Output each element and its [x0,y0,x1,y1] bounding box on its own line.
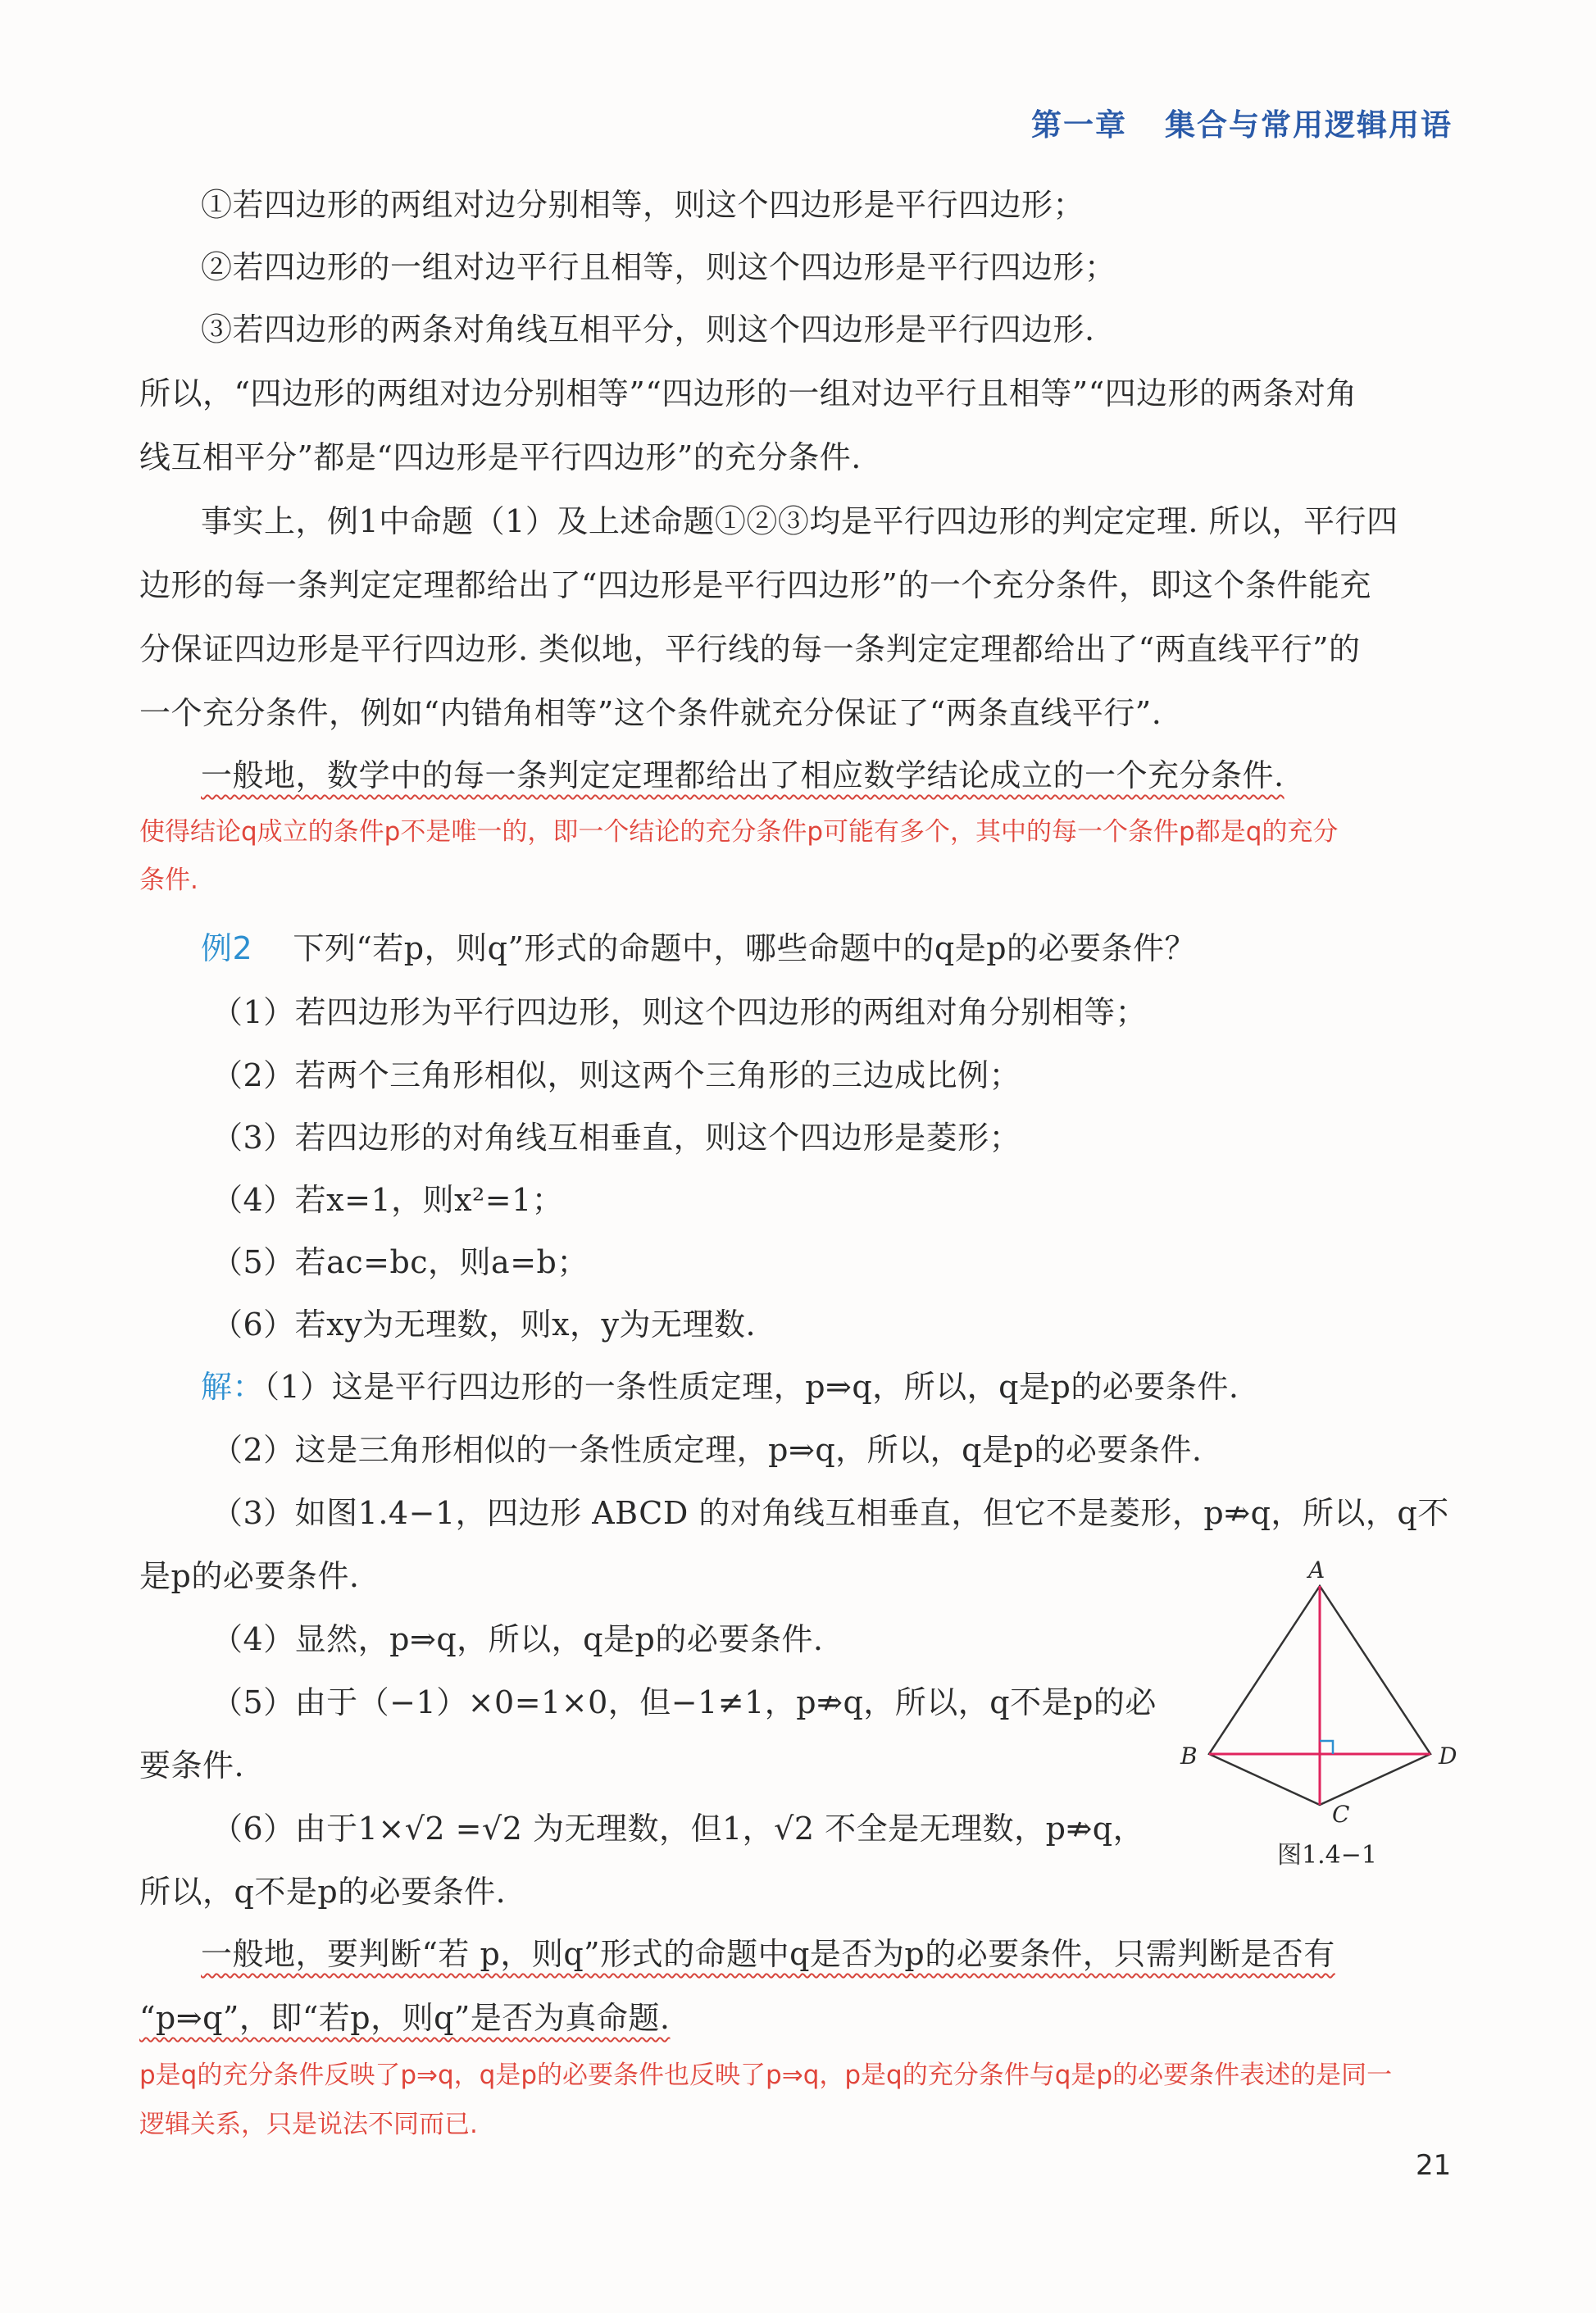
solution-line: （6）由于1×√2 =√2 为无理数，但1，√2 不全是无理数，p⇏q， [211,1811,1145,1847]
page-number: 21 [1416,2149,1452,2182]
example-question: 下列“若p，则q”形式的命题中，哪些命题中的q是p的必要条件？ [293,930,1197,966]
fact-line: 分保证四边形是平行四边形. 类似地，平行线的每一条判定定理都给出了“两直线平行”的 [139,631,1361,667]
vertex-label-b: B [1180,1743,1198,1770]
proposition-line: ①若四边形的两组对边分别相等，则这个四边形是平行四边形； [201,187,1085,223]
solution-line: 所以，q不是p的必要条件. [139,1874,507,1910]
solution-line: 要条件. [139,1747,245,1784]
example-item: （1）若四边形为平行四边形，则这个四边形的两组对角分别相等； [211,994,1148,1030]
example-label: 例2 [201,930,253,966]
chapter-title: 集合与常用逻辑用语 [1165,107,1453,143]
chapter-header [1031,100,1453,144]
solution-line: （2）这是三角形相似的一条性质定理，p⇒q，所以，q是p的必要条件. [211,1432,1203,1468]
conclusion-line: 线互相平分”都是“四边形是平行四边形”的充分条件. [139,439,862,475]
example-item: （3）若四边形的对角线互相垂直，则这个四边形是菱形； [211,1120,1021,1156]
solution-line: 是p的必要条件. [139,1558,360,1594]
conclusion-line: 所以，“四边形的两组对边分别相等”“四边形的一组对边平行且相等”“四边形的两条对角 [139,375,1357,411]
fact-line: 事实上，例1中命题（1）及上述命题①②③均是平行四边形的判定定理. 所以，平行四 [201,503,1398,539]
solution-label: 解： [201,1369,265,1405]
example-item: （4）若x=1，则x²=1； [211,1182,564,1218]
solution-line: （3）如图1.4−1，四边形 ABCD 的对角线互相垂直，但它不是菱形，p⇏q，所以，q不 [211,1495,1449,1531]
solution-line: 解：（1）这是平行四边形的一条性质定理，p⇒q，所以，q是p的必要条件. [201,1369,1239,1405]
example-item: （6）若xy为无理数，则x，y为无理数. [211,1306,757,1343]
fact-line: 边形的每一条判定定理都给出了“四边形是平行四边形”的一个充分条件，即这个条件能充 [139,567,1371,603]
example-item: （5）若ac=bc，则a=b； [211,1244,589,1280]
fact-line: 一个充分条件，例如“内错角相等”这个条件就充分保证了“两条直线平行”. [139,695,1162,731]
proposition-line: ③若四边形的两条对角线互相平分，则这个四边形是平行四边形. [201,311,1095,348]
vertex-label-c: C [1332,1801,1350,1828]
vertex-label-d: D [1439,1743,1457,1770]
margin-note-1: 条件. [139,866,198,895]
quadrilateral-figure [1164,1549,1492,1877]
general-statement-1: 一般地，数学中的每一条判定定理都给出了相应数学结论成立的一个充分条件. [201,757,1285,793]
proposition-line: ②若四边形的一组对边平行且相等，则这个四边形是平行四边形； [201,249,1116,285]
example-item: （2）若两个三角形相似，则这两个三角形的三边成比例； [211,1057,1021,1093]
solution-line: （4）显然，p⇒q，所以，q是p的必要条件. [211,1621,824,1657]
vertex-label-a: A [1308,1556,1325,1584]
margin-note-2: p是q的充分条件反映了p⇒q，q是p的必要条件也反映了p⇒q，p是q的充分条件与q是p的必要条件表述的是同一 [139,2061,1393,2090]
figure-caption: 图1.4−1 [1277,1841,1377,1870]
example-2 [201,929,1196,968]
general-statement-2: 一般地，要判断“若 p，则q”形式的命题中q是否为p的必要条件，只需判断是否有 [201,1936,1335,1972]
right-angle-mark [1320,1741,1333,1754]
margin-note-1: 使得结论q成立的条件p不是唯一的，即一个结论的充分条件p可能有多个，其中的每一个条件p都是q的充分 [139,817,1339,847]
general-statement-2: “p⇒q”，即“若p，则q”是否为真命题. [139,2000,671,2036]
chapter-number: 第一章 [1031,107,1127,143]
margin-note-2: 逻辑关系，只是说法不同而已. [139,2110,478,2139]
solution-line: （5）由于（−1）×0=1×0，但−1≠1，p⇏q，所以，q不是p的必 [211,1684,1157,1720]
